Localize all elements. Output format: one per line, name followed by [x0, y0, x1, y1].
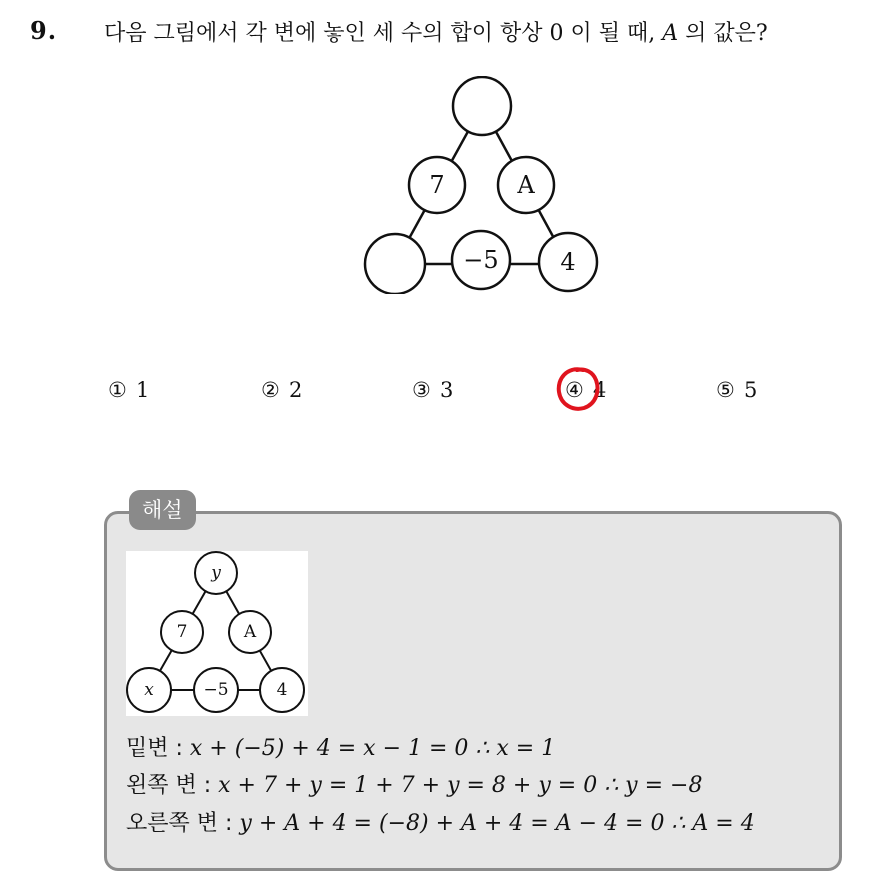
node-mid-right-label: A: [517, 171, 535, 199]
choice-2[interactable]: [261, 378, 302, 402]
question-variable: A: [662, 21, 679, 46]
choice-3-mark: ③: [412, 378, 431, 402]
explanation-line-left: [126, 768, 702, 799]
choice-4-mark: ④: [565, 378, 584, 402]
explanation-line-left-label: 왼쪽 변 :: [126, 773, 219, 798]
choice-1-mark: ①: [108, 378, 127, 402]
explanation-line-bottom: [126, 731, 555, 762]
choice-2-mark: ②: [261, 378, 280, 402]
exp-node-bottom-left-label: x: [144, 680, 154, 700]
exp-node-bottom-right-label: 4: [276, 680, 288, 700]
question-text-after: 의 값은?: [678, 21, 768, 46]
choice-3[interactable]: [412, 378, 453, 402]
choice-5[interactable]: [716, 378, 757, 402]
explanation-line-right-expr: y + A + 4 = (−8) + A + 4 = A − 4 = 0 ∴ A = 4: [239, 811, 755, 836]
choice-1[interactable]: [108, 378, 149, 402]
choice-3-value: 3: [440, 378, 454, 402]
explanation-line-bottom-expr: x + (−5) + 4 = x − 1 = 0 ∴ x = 1: [189, 736, 556, 761]
exp-node-mid-right-label: A: [243, 622, 257, 642]
explanation-line-right: [126, 806, 755, 837]
node-bottom-left: [365, 234, 425, 294]
choice-1-value: 1: [136, 378, 150, 402]
node-bottom-mid-label: −5: [463, 246, 499, 274]
question-text: [104, 16, 768, 47]
choice-5-value: 5: [744, 378, 758, 402]
choice-2-value: 2: [289, 378, 303, 402]
node-top: [453, 77, 511, 135]
exp-node-top-label: y: [211, 563, 221, 583]
triangle-diagram: [360, 76, 600, 294]
node-bottom-right-label: 4: [560, 248, 576, 276]
question-number: 9.: [30, 16, 58, 45]
explanation-line-left-expr: x + 7 + y = 1 + 7 + y = 8 + y = 0 ∴ y = −8: [218, 773, 703, 798]
choice-5-mark: ⑤: [716, 378, 735, 402]
question-text-before: 다음 그림에서 각 변에 놓인 세 수의 합이 항상 0 이 될 때,: [104, 21, 663, 46]
answer-circle-mark: [553, 363, 603, 415]
node-mid-left-label: 7: [429, 171, 445, 199]
explanation-tag: 해설: [129, 490, 196, 530]
explanation-line-bottom-label: 밑변 :: [126, 736, 190, 761]
explanation-line-right-label: 오른쪽 변 :: [126, 811, 240, 836]
choice-4-value: 4: [593, 378, 607, 402]
explanation-diagram: [126, 551, 308, 716]
exp-node-mid-left-label: 7: [176, 622, 188, 642]
exp-node-bottom-mid-label: −5: [203, 680, 229, 700]
